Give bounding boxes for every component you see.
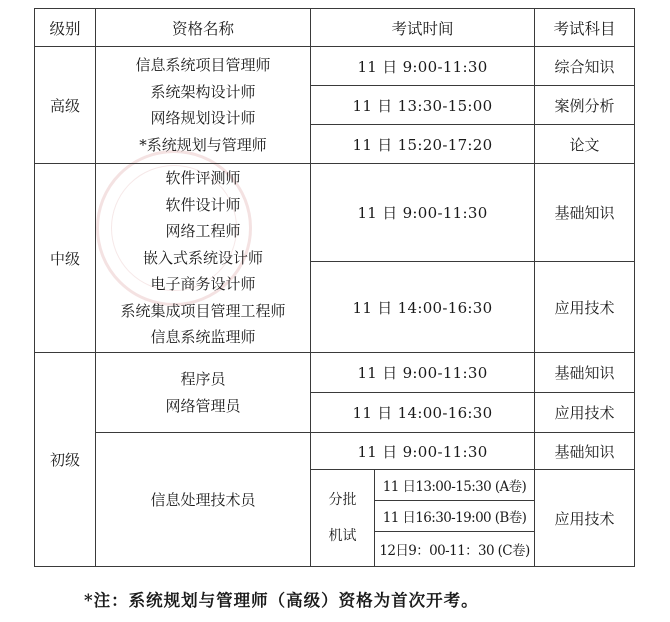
header-level: 级别 [35, 9, 96, 47]
batch-machine-test-label [311, 470, 375, 567]
junior-subject-2: 应用技术 [535, 393, 635, 433]
advanced-name-1: 信息系统项目管理师 [135, 56, 271, 74]
batch-time-b: 11 日16:30-19:00 (B卷) [375, 501, 535, 532]
intermediate-name-4: 嵌入式系统设计师 [142, 248, 263, 267]
intermediate-time-1: 11 日 9:00-11:30 [311, 164, 535, 262]
exam-schedule-table [34, 8, 635, 567]
junior-name-1: 程序员 [180, 370, 226, 388]
intermediate-row-1 [35, 164, 635, 262]
batch-subject: 应用技术 [535, 470, 635, 567]
junior-level: 初级 [35, 353, 96, 567]
advanced-subject-1: 综合知识 [535, 47, 635, 86]
intermediate-time-2: 11 日 14:00-16:30 [311, 262, 535, 353]
header-row [35, 9, 635, 47]
advanced-time-1: 11 日 9:00-11:30 [311, 47, 535, 86]
junior-time-3: 11 日 9:00-11:30 [311, 433, 535, 470]
header-time: 考试时间 [311, 9, 535, 47]
junior-subject-1: 基础知识 [535, 353, 635, 393]
intermediate-name-1: 软件评测师 [165, 169, 241, 188]
junior-time-1: 11 日 9:00-11:30 [311, 353, 535, 393]
advanced-subject-2: 案例分析 [535, 86, 635, 125]
advanced-subject-3: 论文 [535, 125, 635, 164]
batch-time-c: 12日9：00-11：30 (C卷) [375, 532, 535, 567]
junior-group1-names [96, 353, 311, 433]
advanced-name-4: *系统规划与管理师 [139, 135, 267, 154]
intermediate-name-3: 网络工程师 [165, 222, 241, 241]
header-subject: 考试科目 [535, 9, 635, 47]
junior-group2-name: 信息处理技术员 [96, 433, 311, 567]
junior-name-2: 网络管理员 [165, 396, 241, 415]
advanced-time-3: 11 日 15:20-17:20 [311, 125, 535, 164]
advanced-names [96, 47, 311, 164]
intermediate-name-2: 软件设计师 [165, 195, 241, 214]
intermediate-name-7: 信息系统监理师 [150, 328, 256, 347]
intermediate-name-6: 系统集成项目管理工程师 [120, 301, 286, 320]
intermediate-name-5: 电子商务设计师 [150, 275, 256, 294]
intermediate-names [96, 164, 311, 353]
junior-time-2: 11 日 14:00-16:30 [311, 393, 535, 433]
batch-label-1: 分批 [328, 492, 357, 508]
advanced-time-2: 11 日 13:30-15:00 [311, 86, 535, 125]
advanced-level: 高级 [35, 47, 96, 164]
intermediate-subject-1: 基础知识 [535, 164, 635, 262]
intermediate-level: 中级 [35, 164, 96, 353]
junior-row-3 [35, 433, 635, 470]
header-name: 资格名称 [96, 9, 311, 47]
footnote: *注：系统规划与管理师（高级）资格为首次开考。 [84, 591, 479, 610]
batch-time-a: 11 日13:00-15:30 (A卷) [375, 470, 535, 501]
advanced-name-2: 系统架构设计师 [150, 82, 256, 101]
advanced-row-1 [35, 47, 635, 86]
intermediate-subject-2: 应用技术 [535, 262, 635, 353]
advanced-name-3: 网络规划设计师 [150, 109, 256, 127]
batch-label-2: 机试 [328, 528, 357, 544]
junior-subject-3: 基础知识 [535, 433, 635, 470]
junior-row-1 [35, 353, 635, 393]
